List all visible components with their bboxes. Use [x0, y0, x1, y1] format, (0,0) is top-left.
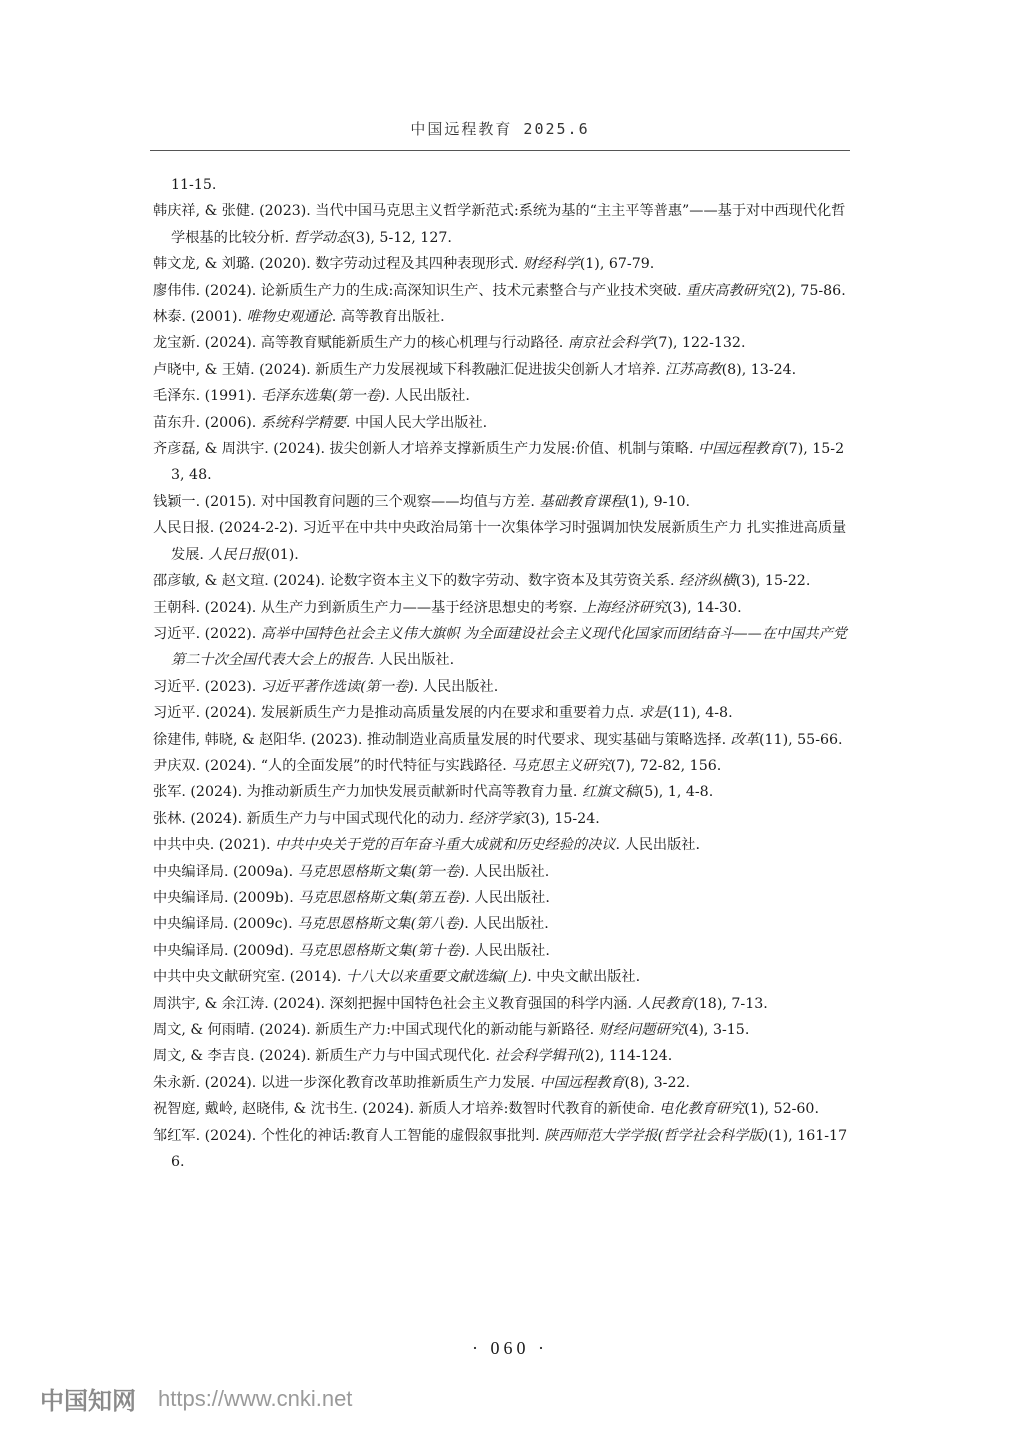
reference-item: 周文, & 何雨晴. (2024). 新质生产力:中国式现代化的新动能与新路径. 财经问题研究(4), 3-15. — [153, 1022, 750, 1038]
journal-header: 中国远程教育 2025.6 — [410, 120, 590, 138]
reference-item: 徐建伟, 韩晓, & 赵阳华. (2023). 推动制造业高质量发展的时代要求、现实基础与策略选择. 改革(11), 55-66. — [153, 731, 843, 748]
reference-item: 齐彦磊, & 周洪宇. (2024). 拔尖创新人才培养支撑新质生产力发展:价值、机制与策略. 中国远程教育(7), 15-23, 48. — [153, 441, 845, 484]
cnki-logo: 中国知网 — [40, 1387, 136, 1415]
reference-item: 韩文龙, & 刘璐. (2020). 数字劳动过程及其四种表现形式. 财经科学(1), 67-79. — [153, 256, 655, 273]
reference-item: 廖伟伟. (2024). 论新质生产力的生成:高深知识生产、技术元素整合与产业技术突破. 重庆高教研究(2), 75-86. — [153, 282, 846, 299]
reference-item: 11-15. — [171, 177, 217, 193]
reference-item: 韩庆祥, & 张健. (2023). 当代中国马克思主义哲学新范式:系统为基的“主主平等普惠”——基于对中西现代化哲学根基的比较分析. 哲学动态(3), 5-12, 127. — [153, 203, 846, 246]
reference-item: 张军. (2024). 为推动新质生产力加快发展贡献新时代高等教育力量. 红旗文稿(5), 1, 4-8. — [153, 784, 714, 801]
reference-item: 习近平. (2023). 习近平著作选读(第一卷). 人民出版社. — [153, 678, 499, 695]
header-rule — [150, 150, 850, 151]
reference-item: 周文, & 李吉良. (2024). 新质生产力与中国式现代化. 社会科学辑刊(2), 114-124. — [153, 1048, 673, 1065]
reference-item: 中央编译局. (2009c). 马克思恩格斯文集(第八卷). 人民出版社. — [153, 916, 549, 933]
reference-item: 中央编译局. (2009a). 马克思恩格斯文集(第一卷). 人民出版社. — [153, 863, 550, 880]
reference-item: 林泰. (2001). 唯物史观通论. 高等教育出版社. — [153, 309, 445, 326]
reference-item: 邵彦敏, & 赵文瑄. (2024). 论数字资本主义下的数字劳动、数字资本及其劳资关系. 经济纵横(3), 15-22. — [153, 573, 811, 590]
reference-item: 中央编译局. (2009d). 马克思恩格斯文集(第十卷). 人民出版社. — [153, 942, 550, 959]
reference-item: 中共中央文献研究室. (2014). 十八大以来重要文献选编(上). 中央文献出版社. — [153, 969, 641, 986]
reference-item: 苗东升. (2006). 系统科学精要. 中国人民大学出版社. — [153, 414, 488, 431]
reference-list — [153, 172, 853, 1175]
reference-item: 龙宝新. (2024). 高等教育赋能新质生产力的核心机理与行动路径. 南京社会科学(7), 122-132. — [153, 335, 746, 352]
reference-item: 周洪宇, & 余江涛. (2024). 深刻把握中国特色社会主义教育强国的科学内涵. 人民教育(18), 7-13. — [153, 995, 768, 1012]
reference-item: 中央编译局. (2009b). 马克思恩格斯文集(第五卷). 人民出版社. — [153, 889, 550, 906]
reference-item: 邹红军. (2024). 个性化的神话:教育人工智能的虚假叙事批判. 陕西师范大学学报(哲学社会科学版)(1), 161-176. — [153, 1127, 848, 1171]
reference-item: 卢晓中, & 王婧. (2024). 新质生产力发展视域下科教融汇促进拔尖创新人才培养. 江苏高教(8), 13-24. — [153, 361, 797, 378]
reference-item: 毛泽东. (1991). 毛泽东选集(第一卷). 人民出版社. — [153, 388, 470, 405]
reference-item: 习近平. (2022). 高举中国特色社会主义伟大旗帜 为全面建设社会主义现代化国家而团结奋斗——在中国共产党第二十次全国代表大会上的报告. 人民出版社. — [153, 625, 847, 669]
reference-item: 朱永新. (2024). 以进一步深化教育改革助推新质生产力发展. 中国远程教育(8), 3-22. — [153, 1074, 691, 1091]
reference-item: 尹庆双. (2024). “人的全面发展”的时代特征与实践路径. 马克思主义研究(7), 72-82, 156. — [153, 757, 722, 774]
reference-item: 张林. (2024). 新质生产力与中国式现代化的动力. 经济学家(3), 15-24. — [153, 810, 600, 827]
reference-item: 人民日报. (2024-2-2). 习近平在中共中央政治局第十一次集体学习时强调加快发展新质生产力 扎实推进高质量发展. 人民日报(01). — [153, 520, 847, 563]
reference-item: 祝智庭, 戴岭, 赵晓伟, & 沈书生. (2024). 新质人才培养:数智时代教育的新使命. 电化教育研究(1), 52-60. — [153, 1101, 819, 1118]
reference-item: 王朝科. (2024). 从生产力到新质生产力——基于经济思想史的考察. 上海经济研究(3), 14-30. — [153, 599, 742, 616]
reference-item: 习近平. (2024). 发展新质生产力是推动高质量发展的内在要求和重要着力点. 求是(11), 4-8. — [153, 705, 733, 722]
page-number: · 060 · — [472, 1338, 548, 1358]
cnki-url: https://www.cnki.net — [158, 1385, 353, 1411]
reference-item: 中共中央. (2021). 中共中央关于党的百年奋斗重大成就和历史经验的决议. 人民出版社. — [153, 837, 700, 854]
cnki-watermark — [40, 1381, 352, 1416]
reference-item: 钱颖一. (2015). 对中国教育问题的三个观察——均值与方差. 基础教育课程(1), 9-10. — [153, 493, 691, 510]
